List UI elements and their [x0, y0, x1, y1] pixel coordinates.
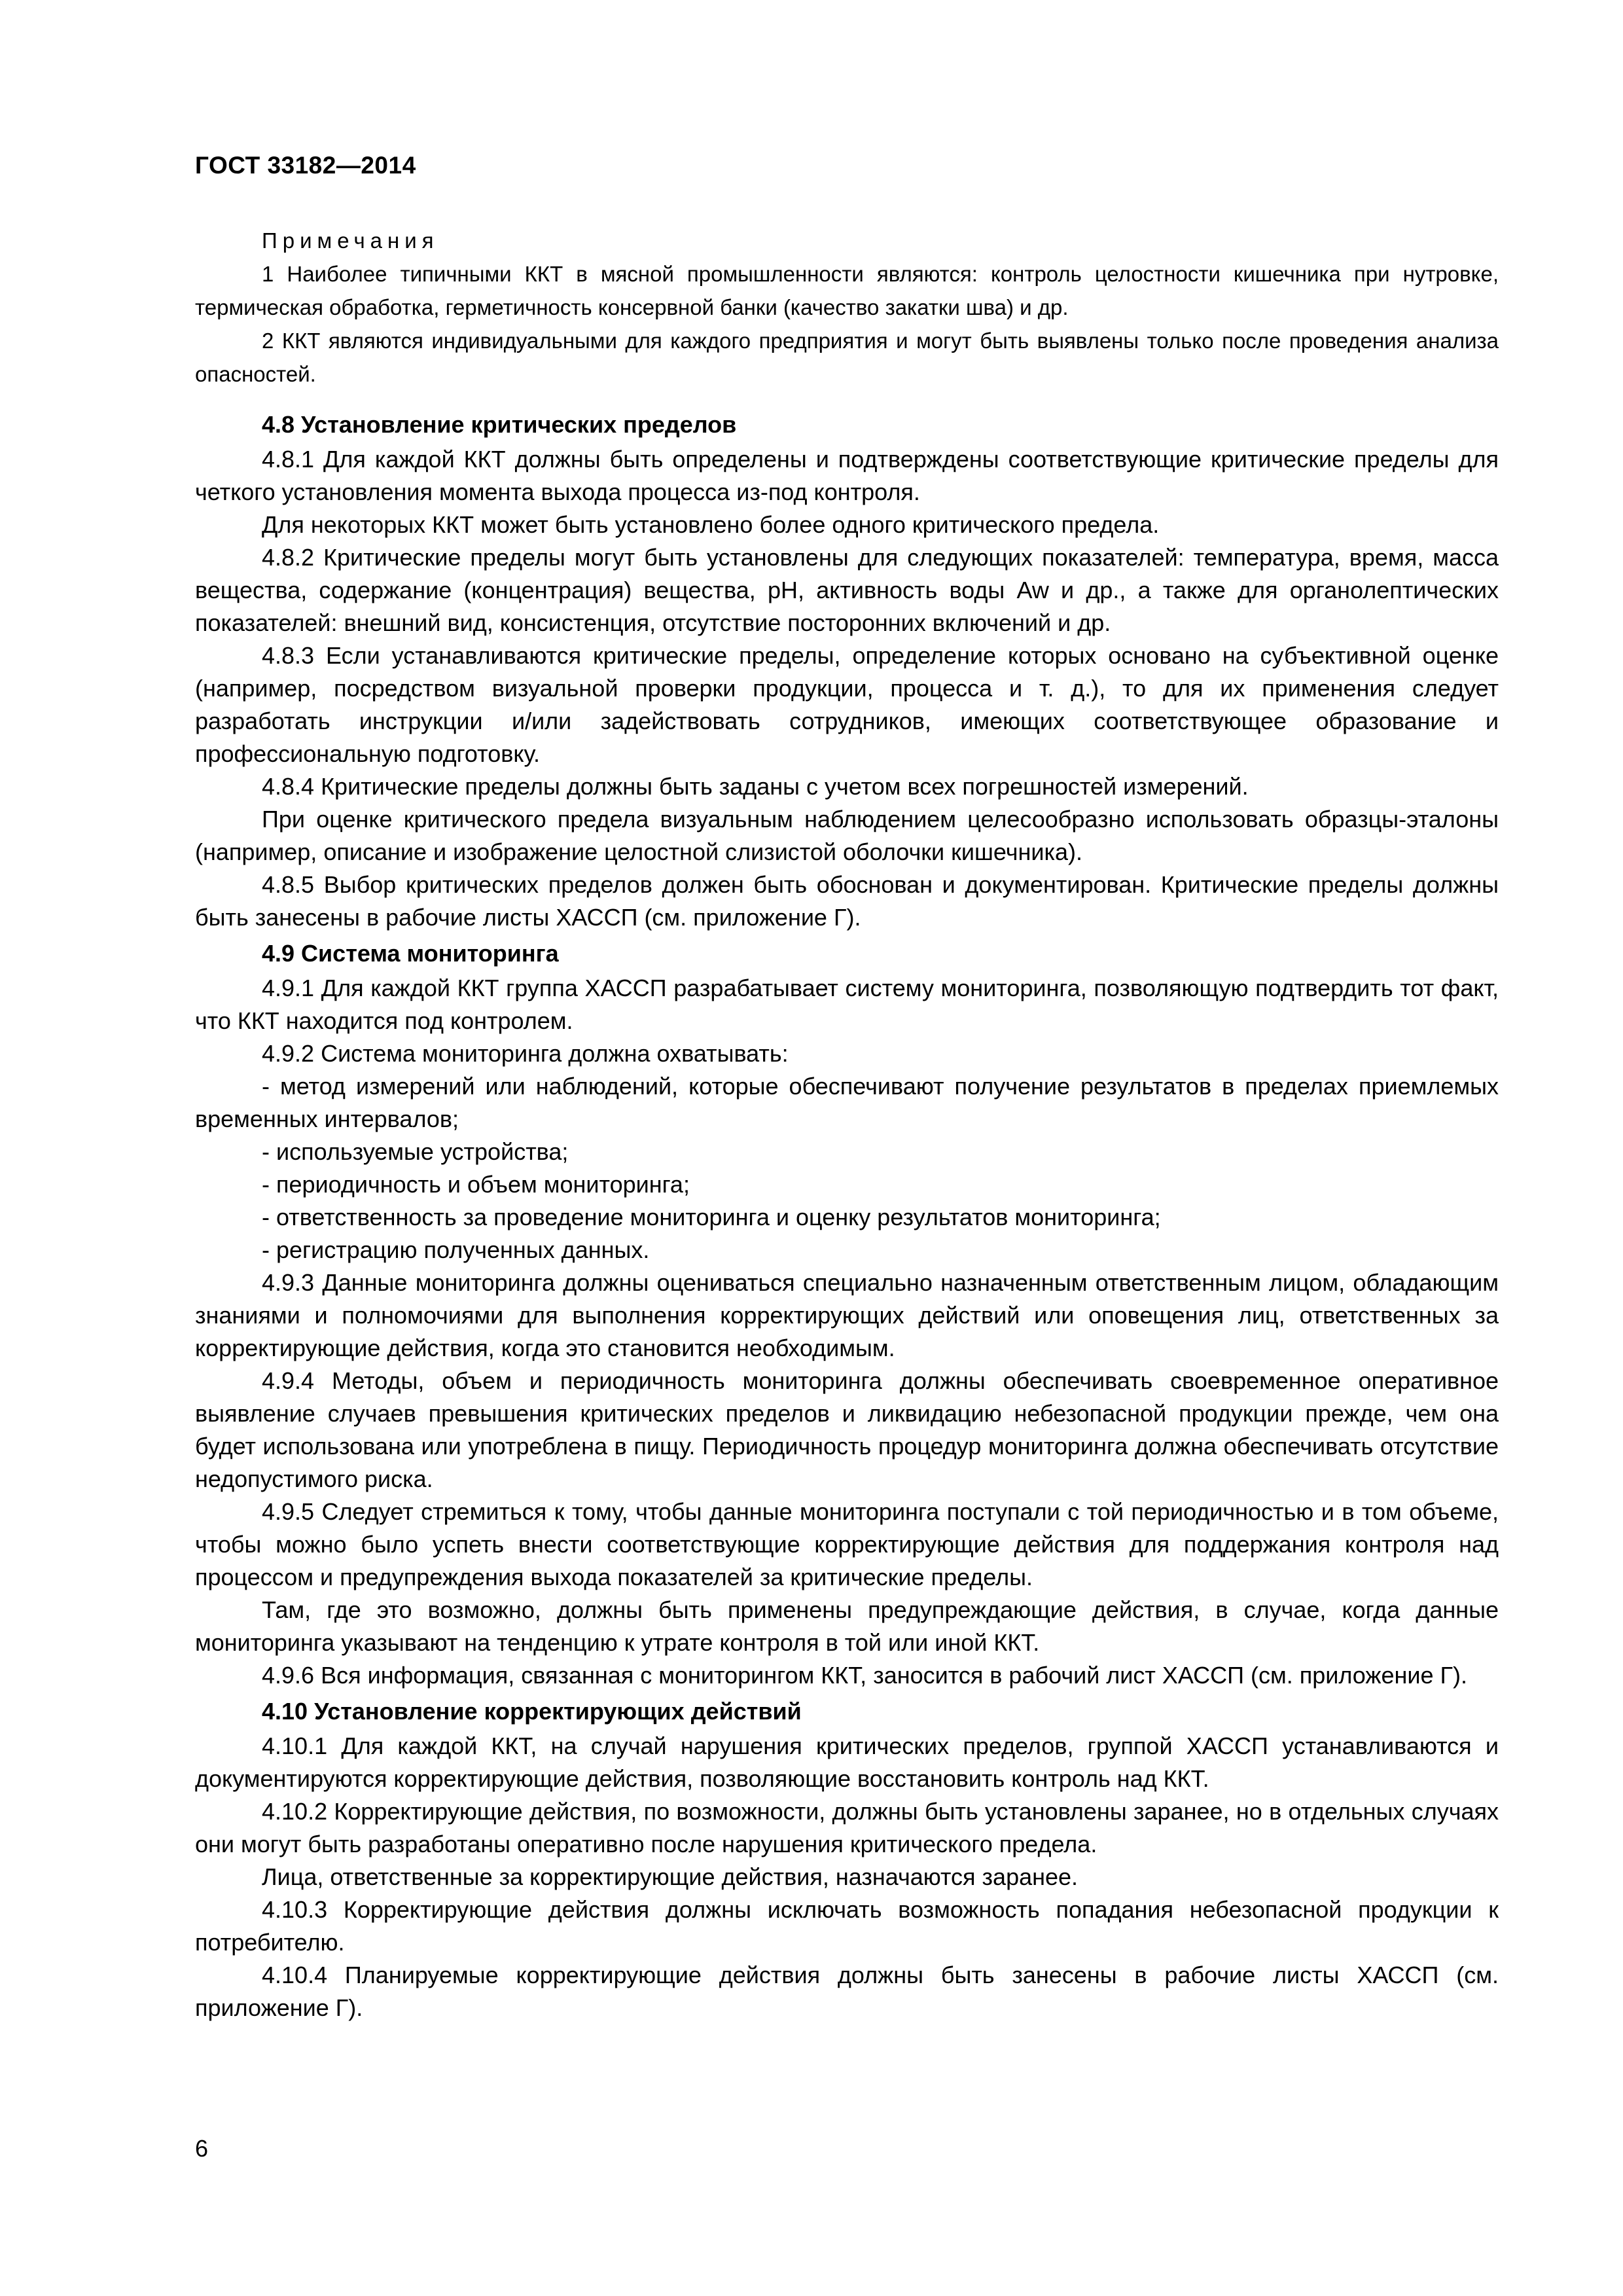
section-heading: 4.10 Установление корректирующих действий: [262, 1698, 802, 1725]
paragraph: 4.10.1 Для каждой ККТ, на случай нарушения критических пределов, группой ХАССП устанавливаются и документируются корректирующие действия, позволяющие восстановить контроль над ККТ.: [195, 1732, 1499, 1792]
paragraph: 4.9.3 Данные мониторинга должны оцениваться специально назначенным ответственным лицом, обладающим знаниями и полномочиями для выполнения корректирующих действий или оповещения лиц, ответственных за корректирующие действия, когда это становится необходимым.: [195, 1269, 1499, 1361]
section-4-8: [195, 408, 1499, 934]
paragraph: 4.8.1 Для каждой ККТ должны быть определены и подтверждены соответствующие критические пределы для четкого установления момента выхода процесса из-под контроля.: [195, 446, 1499, 505]
paragraph: 4.8.3 Если устанавливаются критические пределы, определение которых основано на субъективной оценке (например, посредством визуальной проверки продукции, процесса и т. д.), то для их применения следует разработать инструкции и/или задействовать сотрудников, имеющих соответствующее образование и профессиональную подготовку.: [195, 642, 1499, 767]
paragraph: 4.10.3 Корректирующие действия должны исключать возможность попадания небезопасной продукции к потребителю.: [195, 1896, 1499, 1956]
section-heading: 4.8 Установление критических пределов: [262, 411, 737, 438]
notes-block: [195, 224, 1499, 391]
section-heading: 4.9 Система мониторинга: [262, 940, 559, 967]
paragraph: При оценке критического предела визуальным наблюдением целесообразно использовать образцы-эталоны (например, описание и изображение целостной слизистой оболочки кишечника).: [195, 806, 1499, 865]
paragraph: 4.9.1 Для каждой ККТ группа ХАССП разрабатывает систему мониторинга, позволяющую подтвердить тот факт, что ККТ находится под контролем.: [195, 975, 1499, 1034]
paragraph: 4.10.4 Планируемые корректирующие действия должны быть занесены в рабочие листы ХАССП (см. приложение Г).: [195, 1962, 1499, 2021]
paragraph: 4.8.2 Критические пределы могут быть установлены для следующих показателей: температура, время, масса вещества, содержание (концентрация) вещества, pH, активность воды Aw и др., а также для органолептических показателей: внешний вид, консистенция, отсутствие посторонних включений и др.: [195, 544, 1499, 636]
paragraph: Для некоторых ККТ может быть установлено более одного критического предела.: [262, 511, 1160, 538]
paragraph: 4.9.6 Вся информация, связанная с мониторингом ККТ, заносится в рабочий лист ХАССП (см. приложение Г).: [262, 1662, 1468, 1689]
paragraph: 4.9.2 Система мониторинга должна охватывать:: [262, 1040, 789, 1067]
list-item: - используемые устройства;: [262, 1138, 569, 1165]
list-item: - метод измерений или наблюдений, которые обеспечивают получение результатов в пределах приемлемых временных интервалов;: [195, 1073, 1499, 1132]
page-number: 6: [195, 2135, 209, 2162]
paragraph: Лица, ответственные за корректирующие действия, назначаются заранее.: [262, 1863, 1079, 1890]
section-4-9: [195, 937, 1499, 1692]
list-item: - ответственность за проведение мониторинга и оценку результатов мониторинга;: [262, 1204, 1161, 1230]
paragraph: 4.9.5 Следует стремиться к тому, чтобы данные мониторинга поступали с той периодичностью и в том объеме, чтобы можно было успеть внести соответствующие корректирующие действия для поддержания контроля над процессом и предупреждения выхода показателей за критические пределы.: [195, 1498, 1499, 1590]
note-item: 1 Наиболее типичными ККТ в мясной промышленности являются: контроль целостности кишечника при нутровке, термическая обработка, герметичность консервной банки (качество закатки шва) и др.: [195, 262, 1499, 319]
document-body: [195, 224, 1499, 2024]
note-item: 2 ККТ являются индивидуальными для каждого предприятия и могут быть выявлены только после проведения анализа опасностей.: [195, 329, 1499, 386]
list-item: - периодичность и объем мониторинга;: [262, 1171, 690, 1198]
paragraph: Там, где это возможно, должны быть применены предупреждающие действия, в случае, когда данные мониторинга указывают на тенденцию к утрате контроля в той или иной ККТ.: [195, 1596, 1499, 1656]
paragraph: 4.8.5 Выбор критических пределов должен быть обоснован и документирован. Критические пределы должны быть занесены в рабочие листы ХАССП (см. приложение Г).: [195, 871, 1499, 931]
paragraph: 4.8.4 Критические пределы должны быть заданы с учетом всех погрешностей измерений.: [262, 773, 1249, 800]
document-header: ГОСТ 33182—2014: [195, 152, 416, 179]
paragraph: 4.10.2 Корректирующие действия, по возможности, должны быть установлены заранее, но в отдельных случаях они могут быть разработаны оперативно после нарушения критического предела.: [195, 1798, 1499, 1857]
notes-title: Примечания: [262, 228, 439, 253]
section-4-10: [195, 1695, 1499, 2024]
list-item: - регистрацию полученных данных.: [262, 1236, 650, 1263]
paragraph: 4.9.4 Методы, объем и периодичность мониторинга должны обеспечивать своевременное оперативное выявление случаев превышения критических пределов и ликвидацию небезопасной продукции прежде, чем она будет использована или употреблена в пищу. Периодичность процедур мониторинга должна обеспечивать отсутствие недопустимого риска.: [195, 1367, 1499, 1492]
